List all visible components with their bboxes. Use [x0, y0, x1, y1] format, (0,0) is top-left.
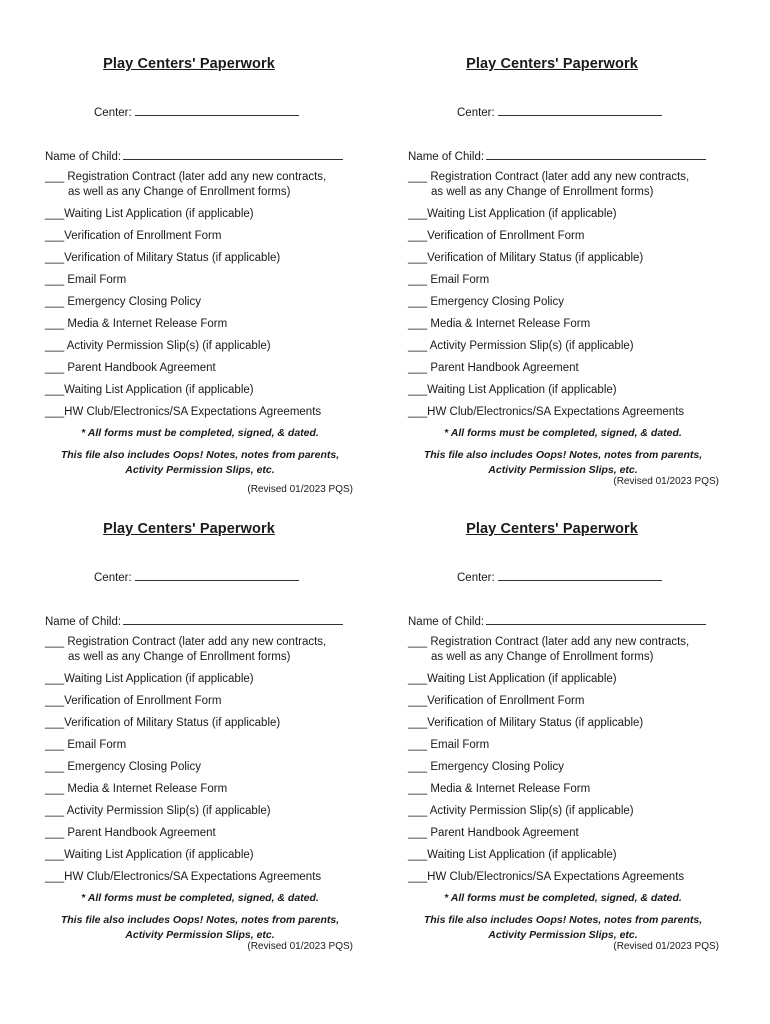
checklist-item: ___Verification of Enrollment Form	[408, 230, 585, 242]
checklist-item: ___ Parent Handbook Agreement	[45, 362, 216, 374]
checklist-item: ___ Email Form	[45, 739, 127, 751]
child-label: Name of Child:	[408, 151, 485, 163]
checklist-item: ___Waiting List Application (if applicable)	[408, 208, 617, 220]
child-label: Name of Child:	[408, 616, 485, 628]
checklist-item: ___ Registration Contract (later add any new contracts, as well as any Change of Enrollment forms)	[408, 171, 690, 198]
checklist-item: ___ Activity Permission Slip(s) (if applicable)	[408, 340, 634, 352]
checklist-item: ___ Parent Handbook Agreement	[408, 362, 579, 374]
checklist-item: ___ Parent Handbook Agreement	[408, 827, 579, 839]
checklist-item: ___ Email Form	[408, 739, 490, 751]
center-label: Center:	[94, 107, 132, 119]
checklist	[408, 635, 728, 892]
file-note: This file also includes Oops! Notes, notes from parents, Activity Permission Slips, etc.	[60, 449, 340, 476]
child-label: Name of Child:	[45, 151, 122, 163]
file-note: This file also includes Oops! Notes, notes from parents, Activity Permission Slips, etc.	[60, 914, 340, 941]
paperwork-card-bottom-left	[45, 517, 365, 977]
checklist-item: ___ Email Form	[408, 274, 490, 286]
checklist	[45, 635, 365, 892]
checklist-item: ___Verification of Military Status (if applicable)	[45, 717, 281, 729]
checklist-item: ___Waiting List Application (if applicable)	[45, 384, 254, 396]
revised-stamp: (Revised 01/2023 PQS)	[613, 476, 719, 487]
checklist-item: ___Verification of Military Status (if applicable)	[408, 717, 644, 729]
center-field	[457, 104, 662, 119]
child-name-field	[45, 613, 343, 628]
checklist-item: ___ Media & Internet Release Form	[408, 318, 591, 330]
checklist-item: ___Verification of Enrollment Form	[408, 695, 585, 707]
checklist-item: ___HW Club/Electronics/SA Expectations Agreements	[408, 871, 685, 883]
signed-note: * All forms must be completed, signed, & dated.	[81, 427, 319, 439]
checklist-item: ___Waiting List Application (if applicable)	[408, 849, 617, 861]
checklist-item: ___ Emergency Closing Policy	[408, 296, 564, 308]
center-field	[94, 104, 299, 119]
file-note: This file also includes Oops! Notes, notes from parents, Activity Permission Slips, etc.	[423, 449, 703, 476]
revised-stamp: (Revised 01/2023 PQS)	[247, 941, 353, 952]
child-blank	[123, 613, 343, 625]
center-field	[457, 569, 662, 584]
checklist-item: ___Verification of Military Status (if applicable)	[408, 252, 644, 264]
checklist-item: ___ Activity Permission Slip(s) (if applicable)	[45, 805, 271, 817]
revised-stamp: (Revised 01/2023 PQS)	[613, 941, 719, 952]
center-blank	[135, 569, 299, 581]
checklist-item: ___ Registration Contract (later add any new contracts, as well as any Change of Enrollment forms)	[45, 636, 327, 663]
card-title: Play Centers' Paperwork	[466, 521, 638, 537]
signed-note: * All forms must be completed, signed, & dated.	[81, 892, 319, 904]
child-label: Name of Child:	[45, 616, 122, 628]
checklist-item: ___HW Club/Electronics/SA Expectations Agreements	[408, 406, 685, 418]
paperwork-card-top-left	[45, 52, 365, 512]
checklist-item: ___Waiting List Application (if applicable)	[408, 673, 617, 685]
checklist-item: ___Waiting List Application (if applicable)	[45, 673, 254, 685]
child-name-field	[408, 148, 706, 163]
center-field	[94, 569, 299, 584]
center-blank	[498, 569, 662, 581]
revised-stamp: (Revised 01/2023 PQS)	[247, 484, 353, 495]
card-title: Play Centers' Paperwork	[103, 56, 275, 72]
checklist	[408, 170, 728, 427]
checklist-item: ___ Registration Contract (later add any new contracts, as well as any Change of Enrollment forms)	[45, 171, 327, 198]
checklist	[45, 170, 365, 427]
child-blank	[486, 613, 706, 625]
checklist-item: ___Verification of Military Status (if applicable)	[45, 252, 281, 264]
checklist-item: ___ Activity Permission Slip(s) (if applicable)	[45, 340, 271, 352]
checklist-item: ___ Media & Internet Release Form	[408, 783, 591, 795]
checklist-item: ___Verification of Enrollment Form	[45, 695, 222, 707]
checklist-item: ___ Activity Permission Slip(s) (if applicable)	[408, 805, 634, 817]
checklist-item: ___ Emergency Closing Policy	[45, 296, 201, 308]
checklist-item: ___ Emergency Closing Policy	[408, 761, 564, 773]
checklist-item: ___Waiting List Application (if applicable)	[45, 208, 254, 220]
checklist-item: ___ Media & Internet Release Form	[45, 318, 228, 330]
child-blank	[123, 148, 343, 160]
checklist-item: ___ Email Form	[45, 274, 127, 286]
paperwork-card-bottom-right	[408, 517, 728, 977]
checklist-item: ___Waiting List Application (if applicable)	[45, 849, 254, 861]
checklist-item: ___ Parent Handbook Agreement	[45, 827, 216, 839]
center-label: Center:	[457, 572, 495, 584]
checklist-item: ___HW Club/Electronics/SA Expectations Agreements	[45, 406, 322, 418]
checklist-item: ___ Emergency Closing Policy	[45, 761, 201, 773]
signed-note: * All forms must be completed, signed, & dated.	[444, 892, 682, 904]
child-name-field	[45, 148, 343, 163]
checklist-item: ___HW Club/Electronics/SA Expectations Agreements	[45, 871, 322, 883]
checklist-item: ___Verification of Enrollment Form	[45, 230, 222, 242]
file-note: This file also includes Oops! Notes, notes from parents, Activity Permission Slips, etc.	[423, 914, 703, 941]
center-label: Center:	[457, 107, 495, 119]
center-blank	[135, 104, 299, 116]
child-blank	[486, 148, 706, 160]
child-name-field	[408, 613, 706, 628]
signed-note: * All forms must be completed, signed, & dated.	[444, 427, 682, 439]
checklist-item: ___ Registration Contract (later add any new contracts, as well as any Change of Enrollment forms)	[408, 636, 690, 663]
checklist-item: ___Waiting List Application (if applicable)	[408, 384, 617, 396]
center-blank	[498, 104, 662, 116]
center-label: Center:	[94, 572, 132, 584]
paperwork-card-top-right	[408, 52, 728, 512]
card-title: Play Centers' Paperwork	[103, 521, 275, 537]
checklist-item: ___ Media & Internet Release Form	[45, 783, 228, 795]
card-title: Play Centers' Paperwork	[466, 56, 638, 72]
